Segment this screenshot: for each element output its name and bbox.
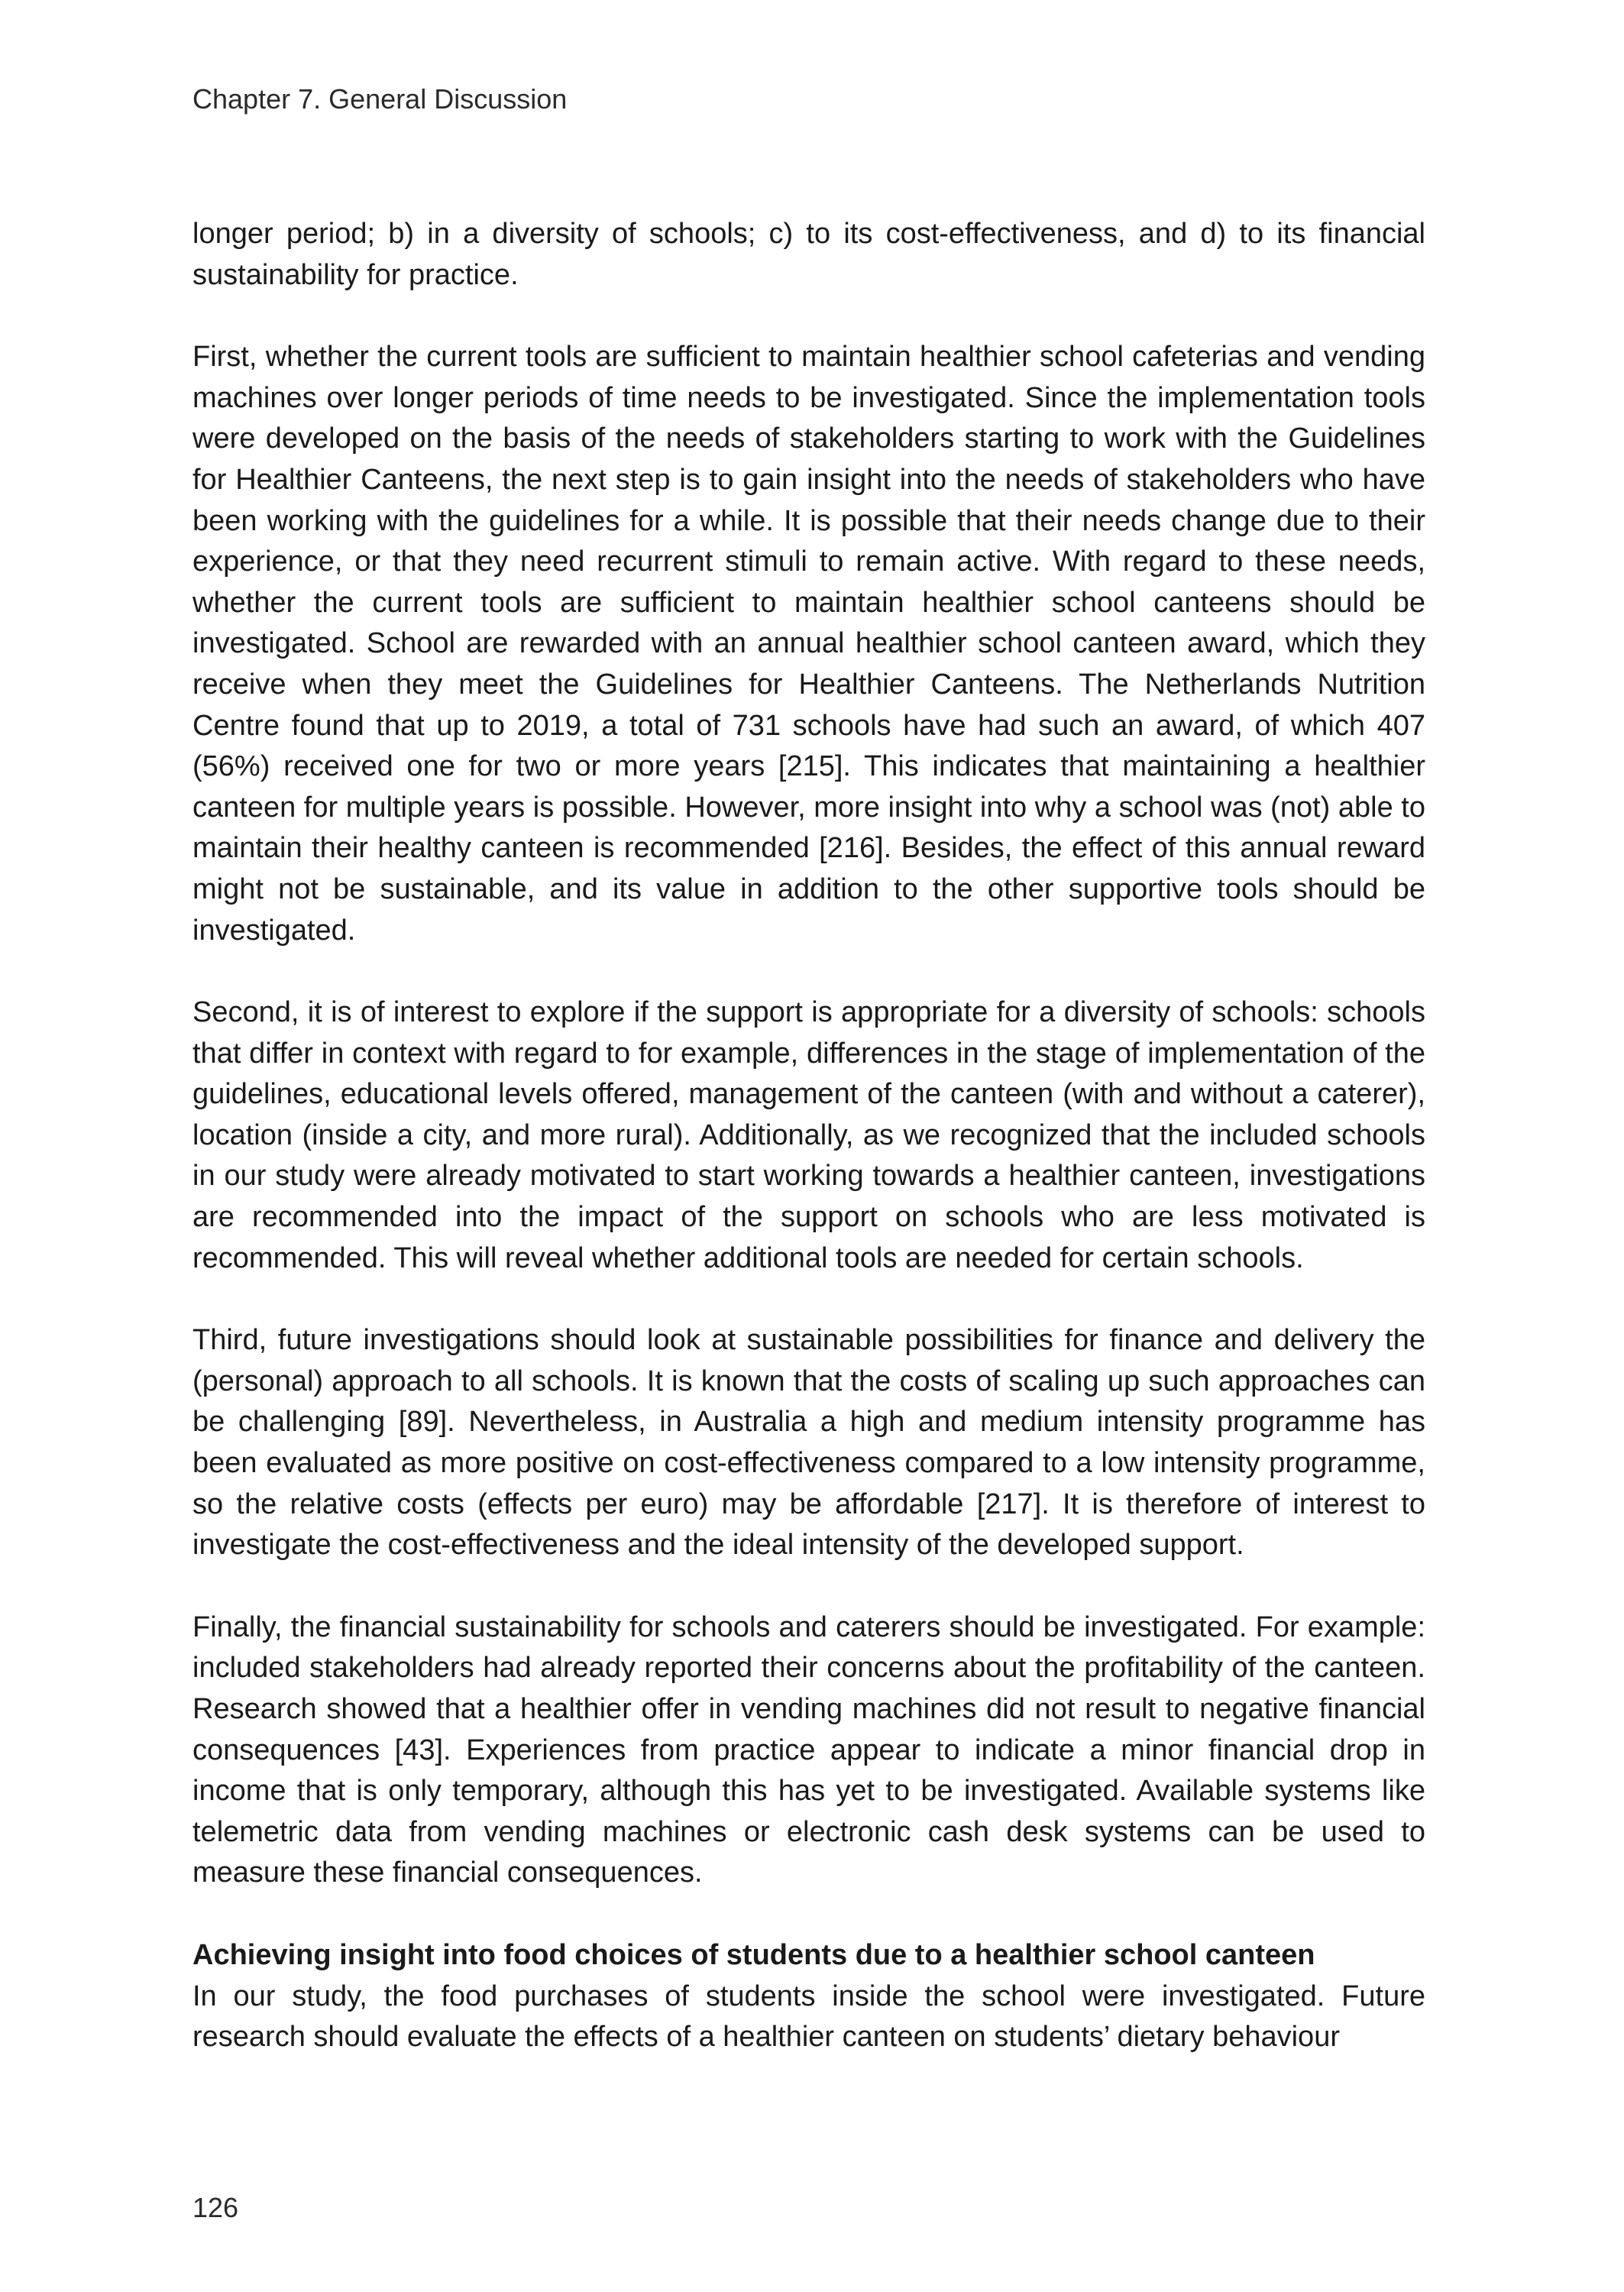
paragraph-finally: Finally, the financial sustainability for schools and caterers should be investigated. For example: included stakeholders had already reported their concerns about the profitability of the canteen. Research showed that a healthier offer in vending machines did not result to negative financial consequences [43]. Experiences from practice appear to indicate a minor financial drop in income that is only temporary, although this has yet to be investigated. Available systems like telemetric data from vending machines or electronic cash desk systems can be used to measure these financial consequences.	[192, 1611, 1425, 1889]
paragraph-continuation: longer period; b) in a diversity of schools; c) to its cost-effectiveness, and d) to its financial sustainability for practice.	[192, 218, 1425, 291]
page-number: 126	[192, 2192, 239, 2223]
running-header	[192, 81, 567, 118]
section-paragraph: In our study, the food purchases of students inside the school were investigated. Future research should evaluate the effects of a healthier canteen on students’ dietary behaviour	[192, 1980, 1425, 2054]
paragraph-first: First, whether the current tools are sufficient to maintain healthier school cafeterias and vending machines over longer periods of time needs to be investigated. Since the implementation tools were developed on the basis of the needs of stakeholders starting to work with the Guidelines for Healthier Canteens, the next step is to gain insight into the needs of stakeholders who have been working with the guidelines for a while. It is possible that their needs change due to their experience, or that they need recurrent stimuli to remain active. With regard to these needs, whether the current tools are sufficient to maintain healthier school canteens should be investigated. School are rewarded with an annual healthier school canteen award, which they receive when they meet the Guidelines for Healthier Canteens. The Netherlands Nutrition Centre found that up to 2019, a total of 731 schools have had such an award, of which 407 (56%) received one for two or more years [215]. This indicates that maintaining a healthier canteen for multiple years is possible. However, more insight into why a school was (not) able to maintain their healthy canteen is recommended [216]. Besides, the effect of this annual reward might not be sustainable, and its value in addition to the other supportive tools should be investigated.	[192, 341, 1425, 947]
body-text	[192, 214, 1425, 2099]
paragraph-second: Second, it is of interest to explore if the support is appropriate for a diversity of schools: schools that differ in context with regard to for example, differences in the stage of implementation of the guidelines, educational levels offered, management of the canteen (with and without a caterer), location (inside a city, and more rural). Additionally, as we recognized that the included schools in our study were already motivated to start working towards a healthier canteen, investigations are recommended into the impact of the support on schools who are less motivated is recommended. This will reveal whether additional tools are needed for certain schools.	[192, 996, 1425, 1274]
chapter-label: Chapter 7.	[192, 83, 322, 115]
section-heading: Achieving insight into food choices of students due to a healthier school canteen	[192, 1938, 1315, 1971]
paragraph-third: Third, future investigations should look at sustainable possibilities for finance and delivery the (personal) approach to all schools. It is known that the costs of scaling up such approaches can be challenging [89]. Nevertheless, in Australia a high and medium intensity programme has been evaluated as more positive on cost-effectiveness compared to a low intensity programme, so the relative costs (effects per euro) may be affordable [217]. It is therefore of interest to investigate the cost-effectiveness and the ideal intensity of the developed support.	[192, 1324, 1425, 1562]
chapter-title: General Discussion	[328, 83, 568, 115]
